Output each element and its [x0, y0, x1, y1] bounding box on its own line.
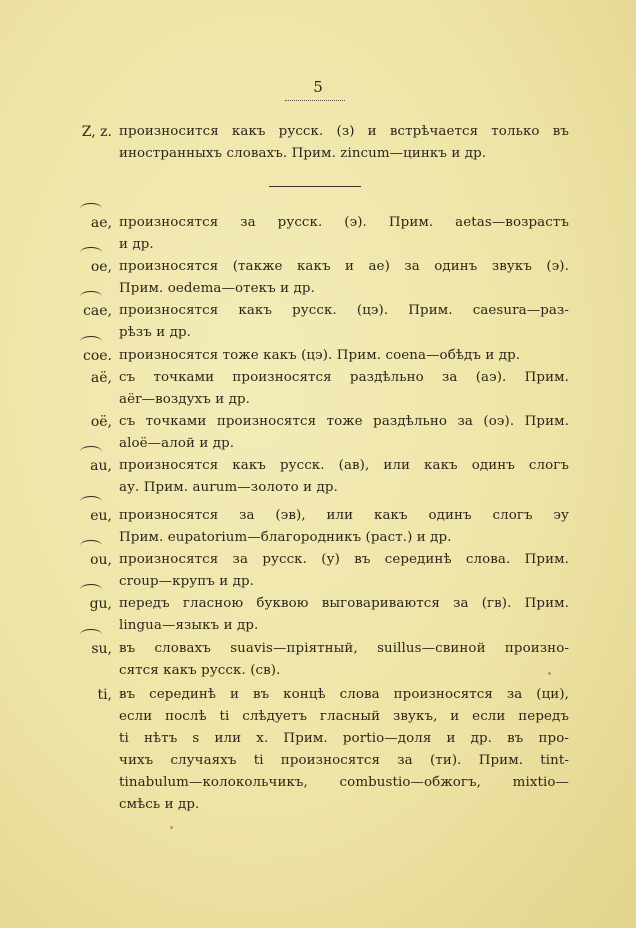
term-text: oe,	[90, 259, 112, 275]
term-text: Z, z.	[81, 124, 112, 140]
entry-line: Прим. oedema—отекъ и др.	[119, 281, 315, 296]
ligature-arc-icon	[80, 540, 102, 551]
entry-line: aër—воздухъ и др.	[119, 392, 251, 407]
term-text: cae,	[83, 303, 112, 319]
entry-line: и др.	[119, 237, 154, 252]
ligature-arc-icon	[80, 336, 102, 347]
entry-line: произносятся (также какъ и ae) за одинъ звукъ (э).	[119, 259, 569, 274]
entry-term	[60, 638, 112, 660]
entry-term	[60, 256, 112, 278]
entry-term	[60, 212, 112, 234]
entry-term	[60, 549, 112, 571]
entry-term	[60, 345, 112, 367]
entry-line: произносятся какъ русск. (цэ). Прим. caesura—раз-	[119, 303, 569, 318]
entry-line: произносятся за (эв), или какъ одинъ слогъ эу	[119, 508, 569, 523]
term-text: ae,	[90, 215, 112, 231]
page-number: 5	[313, 78, 323, 96]
entry-line: смѣсь и др.	[119, 797, 200, 812]
entry-line: чихъ случаяхъ ti произносятся за (ти). Прим. tint-	[119, 753, 569, 768]
paper-speck	[170, 826, 173, 829]
entry-line: иностранныхъ словахъ. Прим. zincum—цинкъ и др.	[119, 146, 487, 161]
entry-line: произносятся какъ русск. (ав), или какъ одинъ слогъ	[119, 458, 569, 473]
entry-term	[60, 684, 112, 706]
entry-term	[60, 367, 112, 389]
ligature-arc-icon	[80, 496, 102, 507]
entry-line: aloë—алой и др.	[119, 436, 235, 451]
term-text: eu,	[90, 508, 112, 524]
ligature-arc-icon	[80, 446, 102, 457]
entry-line: ti нѣтъ s или x. Прим. portio—доля и др. въ про-	[119, 731, 569, 746]
entry-line: Прим. eupatorium—благородникъ (раст.) и др.	[119, 530, 452, 545]
entry-line: tinabulum—колокольчикъ, combustio—обжогъ, mixtio—	[119, 775, 569, 790]
ligature-arc-icon	[80, 247, 102, 258]
entry-line: съ точками произносятся раздѣльно за (аэ). Прим.	[119, 370, 569, 385]
ligature-arc-icon	[80, 291, 102, 302]
entry-term	[60, 300, 112, 322]
entry-line: произносится какъ русск. (з) и встрѣчается только въ	[119, 124, 569, 139]
term-text: ti,	[97, 687, 112, 703]
entry-term	[60, 411, 112, 433]
entry-line: передъ гласною буквою выговариваются за (гв). Прим.	[119, 596, 569, 611]
term-text: aë,	[90, 370, 112, 386]
ligature-arc-icon	[80, 203, 102, 214]
term-text: gu,	[89, 596, 112, 612]
entry-line: рѣзъ и др.	[119, 325, 191, 340]
entry-line: произносятся за русск. (э). Прим. aetas—возрастъ	[119, 215, 569, 230]
term-text: oë,	[90, 414, 112, 430]
entry-term	[60, 593, 112, 615]
entry-line: въ словахъ suavis—пріятный, suillus—свиной произно-	[119, 641, 569, 656]
entry-line: произносятся тоже какъ (цэ). Прим. coena—обѣдъ и др.	[119, 348, 521, 363]
ligature-arc-icon	[80, 584, 102, 595]
term-text: ou,	[90, 552, 112, 568]
entry-line: сятся какъ русск. (св).	[119, 663, 281, 678]
entry-line: въ серединѣ и въ концѣ слова произносятся за (ци),	[119, 687, 569, 702]
entry-term	[60, 505, 112, 527]
entry-line: съ точками произносятся тоже раздѣльно за (оэ). Прим.	[119, 414, 569, 429]
entry-line: ау. Прим. aurum—золото и др.	[119, 480, 338, 495]
entry-term	[60, 455, 112, 477]
term-text: su,	[91, 641, 112, 657]
entry-term	[60, 121, 112, 143]
entry-line: croup—крупъ и др.	[119, 574, 255, 589]
entry-line: произносятся за русск. (у) въ серединѣ слова. Прим.	[119, 552, 569, 567]
term-text: coe.	[82, 348, 112, 364]
entry-line: если послѣ ti слѣдуетъ гласный звукъ, и если передъ	[119, 709, 569, 724]
paper-speck	[548, 672, 551, 675]
section-rule	[269, 186, 361, 187]
ornament-divider	[285, 96, 345, 101]
entry-line: lingua—языкъ и др.	[119, 618, 259, 633]
ligature-arc-icon	[80, 629, 102, 640]
term-text: au,	[90, 458, 112, 474]
